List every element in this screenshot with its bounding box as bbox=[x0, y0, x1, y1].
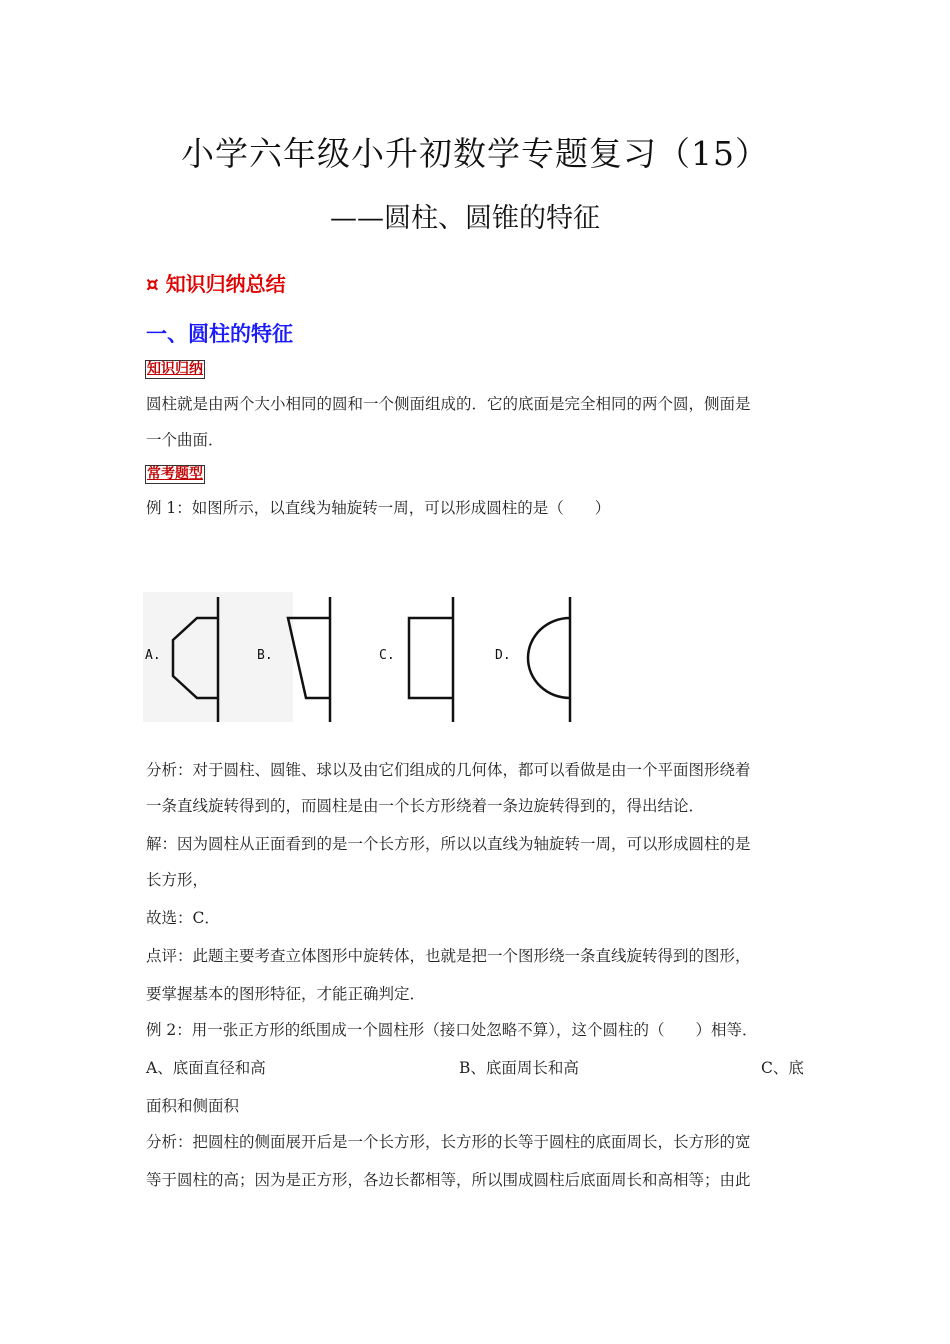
page-subtitle: ——圆柱、圆锥的特征 bbox=[330, 203, 600, 234]
example1-comment-1: 点评：此题主要考查立体图形中旋转体，也就是把一个图形绕一条直线旋转得到的图形， bbox=[146, 947, 751, 965]
example2-option-a: A、底面直径和高 bbox=[146, 1059, 266, 1077]
example2-question: 例 2：用一张正方形的纸围成一个圆柱形（接口处忽略不算），这个圆柱的（ ）相等． bbox=[146, 1021, 758, 1039]
example1-analysis-1: 分析：对于圆柱、圆锥、球以及由它们组成的几何体，都可以看做是由一个平面图形绕着 bbox=[146, 761, 751, 779]
example1-question: 例 1：如图所示，以直线为轴旋转一周，可以形成圆柱的是（ ） bbox=[146, 499, 611, 517]
example2-analysis-2: 等于圆柱的高；因为是正方形，各边长都相等，所以围成圆柱后底面周长和高相等；由此 bbox=[146, 1171, 751, 1189]
figure-label-d: D. bbox=[495, 648, 511, 663]
figure-shapes bbox=[143, 592, 583, 722]
section-heading-summary: ¤ 知识归纳总结 bbox=[146, 272, 286, 296]
shape-b bbox=[288, 618, 330, 698]
tag-knowledge: 知识归纳 bbox=[147, 361, 203, 377]
shape-d bbox=[528, 618, 570, 698]
figure-label-b: B. bbox=[257, 648, 273, 663]
example1-analysis-2: 一条直线旋转得到的，而圆柱是由一个长方形绕着一条边旋转得到的，得出结论． bbox=[146, 797, 705, 815]
section-heading-cylinder: 一、圆柱的特征 bbox=[146, 322, 293, 346]
figure-label-c: C. bbox=[379, 648, 395, 663]
knowledge-line-2: 一个曲面． bbox=[146, 431, 224, 449]
shape-c bbox=[409, 618, 453, 698]
shape-a bbox=[173, 618, 218, 698]
example1-solution-1: 解：因为圆柱从正面看到的是一个长方形，所以以直线为轴旋转一周，可以形成圆柱的是 bbox=[146, 835, 751, 853]
example2-option-b: B、底面周长和高 bbox=[459, 1059, 579, 1077]
page-title: 小学六年级小升初数学专题复习（15） bbox=[181, 134, 769, 173]
tag-common-questions: 常考题型 bbox=[147, 466, 203, 482]
example1-comment-2: 要掌握基本的图形特征，才能正确判定． bbox=[146, 985, 426, 1003]
example2-option-c-cont: 面积和侧面积 bbox=[146, 1097, 240, 1115]
knowledge-line-1: 圆柱就是由两个大小相同的圆和一个侧面组成的．它的底面是完全相同的两个圆，侧面是 bbox=[146, 395, 751, 413]
example1-answer: 故选：C． bbox=[146, 909, 220, 927]
example1-figure bbox=[143, 592, 583, 722]
example1-solution-2: 长方形， bbox=[146, 871, 209, 889]
example2-option-c: C、底 bbox=[761, 1059, 804, 1077]
figure-label-a: A. bbox=[145, 648, 161, 663]
example2-analysis-1: 分析：把圆柱的侧面展开后是一个长方形，长方形的长等于圆柱的底面周长，长方形的宽 bbox=[146, 1133, 751, 1151]
